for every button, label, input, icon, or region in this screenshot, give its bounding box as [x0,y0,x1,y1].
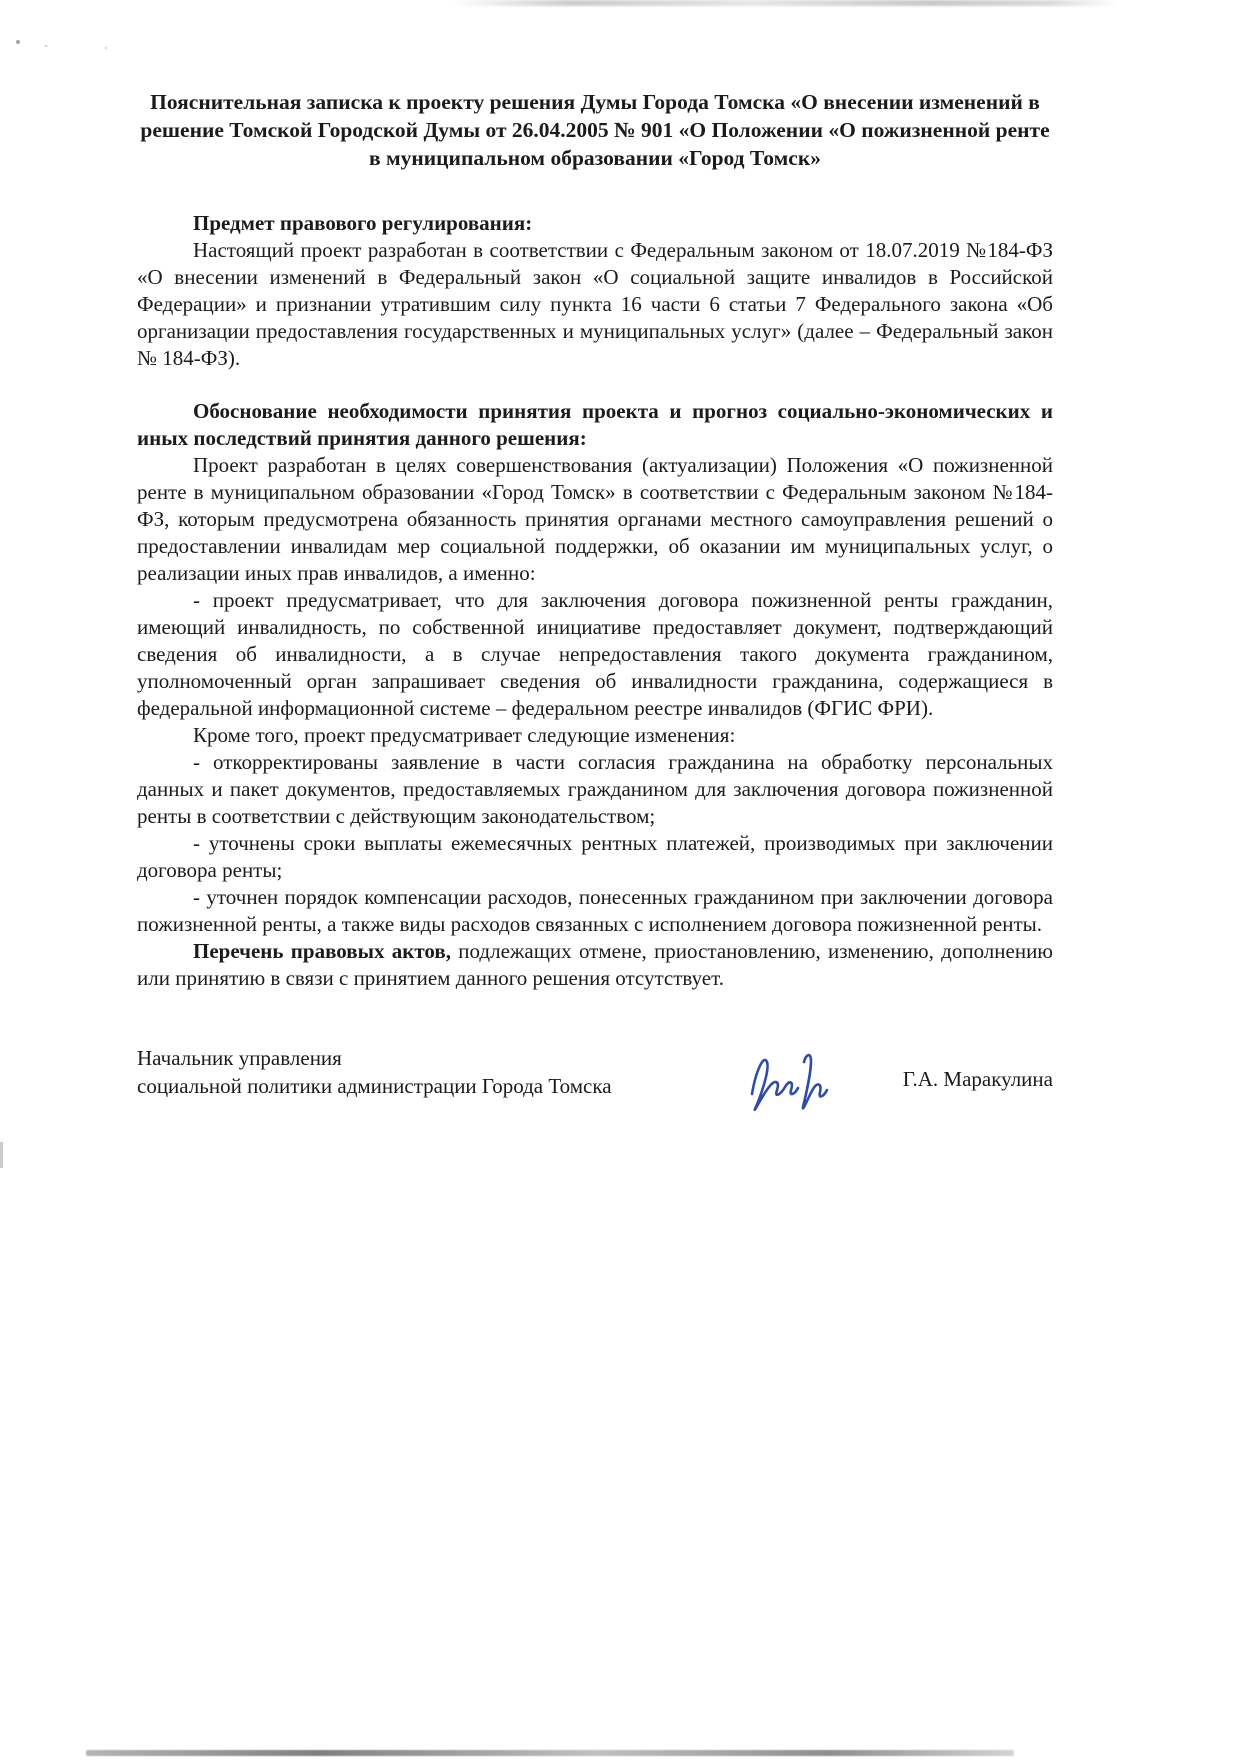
subject-heading: Предмет правового регулирования: [193,211,533,235]
justification-heading: Обоснование необходимости принятия проекта и прогноз социально-экономических и иных последствий принятия данного решения: [137,399,1053,450]
justification-paragraph: Кроме того, проект предусматривает следующие изменения: [193,723,736,747]
scan-artifact-left [0,1142,3,1168]
signatory-position-line2: социальной политики администрации Города Томска [137,1074,612,1098]
acts-bold-lead: Перечень правовых актов, [193,939,451,963]
signatory-position-line1: Начальник управления [137,1046,342,1070]
acts-rest: подлежащих отмене, приостановлению, изменению, дополнению или принятию в связи с принятием данного решения отсутствует. [137,939,1053,990]
acts-paragraph [137,938,1053,992]
justification-paragraph: - уточнен порядок компенсации расходов, понесенных гражданином при заключении договора пожизненной ренты, а также виды расходов связанных с исполнением договора пожизненной ренты. [137,885,1053,936]
justification-paragraph: - проект предусматривает, что для заключения договора пожизненной ренты гражданин, имеющий инвалидность, по собственной инициативе предоставляет документ, подтверждающий сведения об инвалидности, а в случае непредоставления такого документа гражданином, уполномоченный орган запрашивает сведения об инвалидности гражданина, содержащиеся в федеральной информационной системе – федеральном реестре инвалидов (ФГИС ФРИ). [137,588,1053,720]
justification-paragraph: Проект разработан в целях совершенствования (актуализации) Положения «О пожизненной ренте в муниципальном образовании «Город Томск» в соответствии с Федеральным законом №184-ФЗ, которым предусмотрена обязанность принятия органами местного самоуправления решений о предоставлении инвалидам мер социальной поддержки, об оказании им муниципальных услуг, о реализации иных прав инвалидов, а именно: [137,453,1053,585]
document-title: Пояснительная записка к проекту решения Думы Города Томска «О внесении изменений в решение Томской Городской Думы от 26.04.2005 № 901 «О Положении «О пожизненной ренте в муниципальном образовании «Город Томск» [140,90,1050,170]
document-body [137,88,1053,1125]
justification-paragraph: - откорректированы заявление в части согласия гражданина на обработку персональных данных и пакет документов, предоставляемых гражданином для заключения договора пожизненной ренты в соответствии с действующим законодательством; [137,750,1053,828]
scan-artifact-top-left [16,40,20,44]
handwritten-signature-icon [742,1046,838,1125]
signatory-position [137,1044,697,1100]
justification-paragraph: - уточнены сроки выплаты ежемесячных рентных платежей, производимых при заключении договора ренты; [137,831,1053,882]
signature-stroke [752,1055,827,1110]
scan-artifact-bottom [86,1750,1014,1756]
subject-paragraph: Настоящий проект разработан в соответствии с Федеральным законом от 18.07.2019 №184-ФЗ «О внесении изменений в Федеральный закон «О социальной защите инвалидов в Российской Федерации» и признании утратившим силу пункта 16 части 6 статьи 7 Федерального закона «Об организации предоставления государственных и муниципальных услуг» (далее – Федеральный закон № 184-ФЗ). [137,238,1053,370]
scan-artifact-top [452,0,1117,6]
signatory-name: Г.А. Маракулина [902,1067,1053,1091]
signature-block [137,1044,1053,1125]
